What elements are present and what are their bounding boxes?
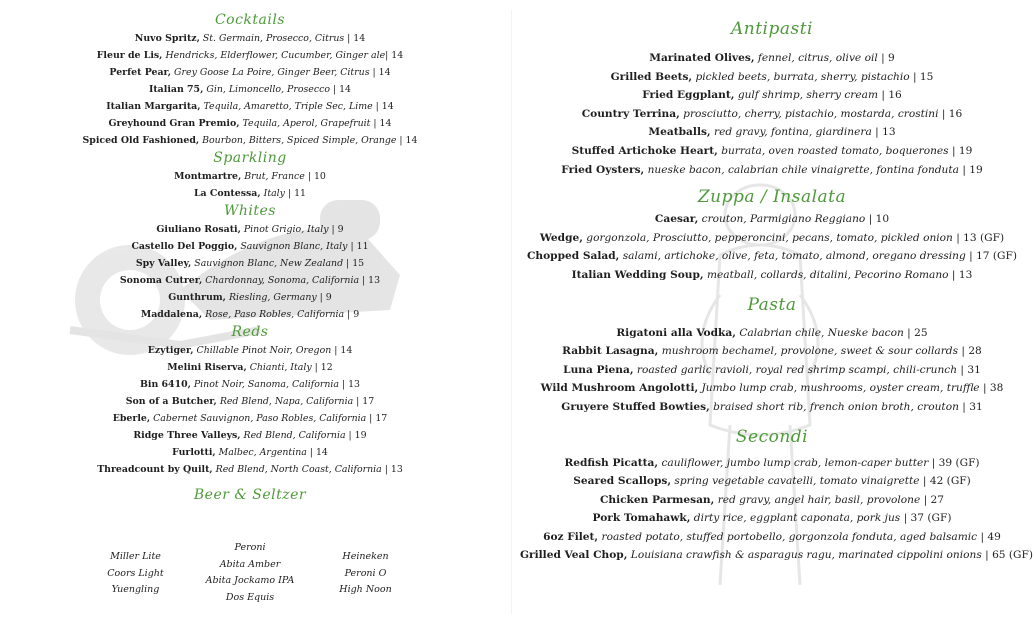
item-name: Bin 6410, xyxy=(139,379,191,390)
item-price: | 14 xyxy=(385,50,404,61)
menu-item xyxy=(520,324,1024,343)
item-name: Luna Piena, xyxy=(563,363,634,376)
page-divider xyxy=(511,10,512,614)
item-name: Spiced Old Fashioned, xyxy=(82,135,200,146)
menu-item xyxy=(0,238,500,255)
item-name: Grilled Veal Chop, xyxy=(520,549,628,562)
menu-item xyxy=(0,132,500,149)
item-description: prosciutto, cherry, pistachio, mostarda, crostini xyxy=(683,107,939,120)
reds-heading: Reds xyxy=(231,324,269,340)
item-price: | 39 (GF) xyxy=(928,456,980,469)
item-name: Wild Mushroom Angolotti, xyxy=(540,382,699,395)
item-description: dirty rice, eggplant caponata, pork jus xyxy=(693,512,901,525)
item-name: Meatballs, xyxy=(648,126,711,139)
item-price: | 17 xyxy=(366,413,388,424)
item-price: | 14 xyxy=(370,118,392,129)
antipasti-list xyxy=(520,49,1024,179)
item-name: Pork Tomahawk, xyxy=(592,512,691,525)
item-description: Gin, Limoncello, Prosecco xyxy=(206,84,330,95)
zuppa-list xyxy=(520,210,1024,284)
beer-item: Dos Equis xyxy=(225,591,275,603)
item-description: Malbec, Argentina xyxy=(218,447,307,458)
item-name: Perfet Pear, xyxy=(109,67,172,78)
item-name: Caesar, xyxy=(654,213,699,226)
item-price: | 9 xyxy=(328,224,344,235)
item-price: | 13 xyxy=(359,275,381,286)
item-price: | 19 xyxy=(345,430,367,441)
item-name: Eberle, xyxy=(112,413,151,424)
item-name: Son of a Butcher, xyxy=(125,396,217,407)
item-description: Bourbon, Bitters, Spiced Simple, Orange xyxy=(202,135,397,146)
item-name: Giuliano Rosati, xyxy=(156,224,241,235)
beer-list-col1 xyxy=(98,549,173,599)
menu-item xyxy=(0,461,500,478)
cocktails-list xyxy=(0,30,500,149)
item-price: | 10 xyxy=(304,171,326,182)
item-price: | 16 xyxy=(878,89,902,102)
item-name: Maddalena, xyxy=(140,309,203,320)
beer-item: Miller Lite xyxy=(110,551,161,562)
food-column xyxy=(520,0,1033,565)
item-description: roasted garlic ravioli, royal red shrimp scampi, chili-crunch xyxy=(636,363,958,376)
item-name: Melini Riserva, xyxy=(167,362,247,373)
item-description: Hendricks, Elderflower, Cucumber, Ginger ale xyxy=(165,50,386,61)
item-name: Threadcount by Quilt, xyxy=(97,464,213,475)
menu-item xyxy=(520,161,1024,180)
item-price: | 13 xyxy=(338,379,361,390)
menu-item xyxy=(0,272,500,289)
item-name: Redfish Picatta, xyxy=(564,456,659,469)
item-price: | 13 xyxy=(381,464,403,475)
item-name: Sonoma Cutrer, xyxy=(119,275,203,286)
item-name: Gruyere Stuffed Bowties, xyxy=(561,400,710,413)
item-description: nueske bacon, calabrian chile vinaigrette, fontina fonduta xyxy=(647,163,959,176)
item-price: | 14 xyxy=(369,67,391,78)
menu-item xyxy=(0,289,500,306)
item-price: | 19 xyxy=(948,144,973,157)
menu-item xyxy=(520,528,1024,547)
menu-item xyxy=(0,221,500,238)
menu-item xyxy=(520,398,1024,417)
item-name: Italian Margarita, xyxy=(106,101,201,112)
menu-item xyxy=(520,454,1024,473)
sparkling-heading: Sparkling xyxy=(213,150,287,166)
item-description: Rose, Paso Robles, California xyxy=(205,309,345,320)
item-price: | 49 xyxy=(977,530,1001,543)
item-description: spring vegetable cavatelli, tomato vinaigrette xyxy=(674,475,920,488)
item-description: fennel, citrus, olive oil xyxy=(757,52,878,64)
pasta-list xyxy=(520,324,1024,417)
item-description: Calabrian chile, Nueske bacon xyxy=(739,326,904,339)
item-description: salami, artichoke, olive, feta, tomato, almond, oregano dressing xyxy=(622,250,966,263)
item-price: | 27 xyxy=(920,493,945,506)
item-name: Country Terrina, xyxy=(581,107,680,120)
item-description: Red Blend, North Coast, California xyxy=(215,464,382,475)
item-price: | 38 xyxy=(979,382,1004,395)
menu-item xyxy=(520,210,1024,229)
item-price: | 13 (GF) xyxy=(952,231,1005,244)
item-description: cauliflower, jumbo lump crab, lemon-caper butter xyxy=(661,456,929,469)
menu-item xyxy=(520,546,1033,565)
whites-heading: Whites xyxy=(224,203,276,219)
item-price: | 9 xyxy=(316,292,332,303)
pasta-heading: Pasta xyxy=(747,294,797,315)
item-description: Italy xyxy=(263,188,285,199)
item-name: Nuvo Spritz, xyxy=(134,33,200,44)
menu-item xyxy=(520,509,1024,528)
item-price: | 65 (GF) xyxy=(981,549,1033,562)
item-description: Tequila, Amaretto, Triple Sec, Lime xyxy=(203,101,373,112)
item-name: Fried Oysters, xyxy=(561,163,645,176)
menu-item xyxy=(520,247,1024,266)
item-description: red gravy, angel hair, basil, provolone xyxy=(717,493,921,506)
menu-item xyxy=(520,49,1024,68)
menu-item xyxy=(520,266,1024,285)
menu-item xyxy=(520,68,1024,87)
item-name: Stuffed Artichoke Heart, xyxy=(571,144,718,157)
menu-item xyxy=(0,376,500,393)
menu-item xyxy=(520,342,1024,361)
beer-item: Heineken xyxy=(342,551,389,562)
menu-item xyxy=(0,359,500,376)
beer-item: Peroni O xyxy=(344,567,387,579)
reds-list xyxy=(0,342,500,478)
secondi-heading: Secondi xyxy=(735,426,809,447)
item-price: | 15 xyxy=(909,70,934,83)
drinks-column xyxy=(0,0,500,505)
beer-list-col2 xyxy=(195,540,305,606)
menu-item xyxy=(0,342,500,359)
item-description: Sauvignon Blanc, New Zealand xyxy=(194,258,344,269)
item-price: | 19 xyxy=(958,163,983,176)
item-name: 6oz Filet, xyxy=(543,530,599,543)
beer-item: Yuengling xyxy=(111,584,160,595)
item-price: | 14 xyxy=(372,101,394,112)
item-name: Furlotti, xyxy=(172,447,216,458)
item-price: | 12 xyxy=(311,362,333,373)
item-name: La Contessa, xyxy=(193,188,261,199)
zuppa-heading: Zuppa / Insalata xyxy=(697,187,847,208)
item-price: | 28 xyxy=(958,345,982,358)
item-description: pickled beets, burrata, sherry, pistachio xyxy=(695,70,910,83)
item-description: burrata, oven roasted tomato, boquerones xyxy=(721,144,949,157)
item-price: | 10 xyxy=(865,213,890,226)
menu-item xyxy=(0,427,500,444)
item-description: red gravy, fontina, giardinera xyxy=(714,126,872,139)
item-description: braised short rib, french onion broth, crouton xyxy=(713,400,959,413)
item-name: Seared Scallops, xyxy=(573,475,672,488)
secondi-list xyxy=(520,454,1033,566)
item-name: Rabbit Lasagna, xyxy=(562,345,659,358)
beer-item: Abita Amber xyxy=(219,558,281,570)
item-price: | 14 xyxy=(306,447,328,458)
item-name: Montmartre, xyxy=(174,171,242,182)
item-description: gorgonzola, Prosciutto, pepperoncini, pecans, tomato, pickled onion xyxy=(586,231,953,244)
menu-item xyxy=(520,379,1024,398)
item-description: crouton, Parmigiano Reggiano xyxy=(701,213,866,226)
item-description: Grey Goose La Poire, Ginger Beer, Citrus xyxy=(174,67,370,78)
menu-item xyxy=(0,410,500,427)
menu-item xyxy=(520,142,1024,161)
item-name: Wedge, xyxy=(539,231,583,244)
beer-item: Peroni xyxy=(234,542,266,553)
menu-item xyxy=(0,47,500,64)
beer-heading: Beer & Seltzer xyxy=(193,487,307,503)
menu-item xyxy=(520,86,1024,105)
item-name: Italian Wedding Soup, xyxy=(571,268,704,281)
item-description: Riesling, Germany xyxy=(228,292,317,303)
item-price: | 37 (GF) xyxy=(900,512,952,525)
menu-item xyxy=(0,393,500,410)
item-name: Marinated Olives, xyxy=(649,52,755,64)
menu-item xyxy=(520,123,1024,142)
item-name: Chicken Parmesan, xyxy=(599,493,715,506)
menu-item xyxy=(0,306,500,323)
item-price: | 17 (GF) xyxy=(965,250,1017,263)
menu-item xyxy=(520,491,1024,510)
menu-item xyxy=(0,255,500,272)
item-name: Spy Valley, xyxy=(135,258,192,269)
item-name: Ridge Three Valleys, xyxy=(133,430,241,441)
item-name: Grilled Beets, xyxy=(610,70,693,83)
item-description: Chianti, Italy xyxy=(249,362,312,373)
item-name: Italian 75, xyxy=(148,84,204,95)
item-description: Jumbo lump crab, mushrooms, oyster cream, truffle xyxy=(701,382,980,395)
item-description: meatball, collards, ditalini, Pecorino Romano xyxy=(706,268,949,281)
item-description: Cabernet Sauvignon, Paso Robles, California xyxy=(153,413,367,424)
item-description: Pinot Grigio, Italy xyxy=(243,224,329,235)
item-description: mushroom bechamel, provolone, sweet & sour collards xyxy=(661,345,959,358)
menu-item xyxy=(520,361,1024,380)
menu-item xyxy=(0,64,500,81)
item-price: | 17 xyxy=(353,396,375,407)
item-description: Tequila, Aperol, Grapefruit xyxy=(242,118,371,129)
item-description: Pinot Noir, Sanoma, California xyxy=(193,379,339,390)
beer-item: Coors Light xyxy=(107,567,164,579)
item-price: | 14 xyxy=(329,84,352,95)
item-description: Sauvignon Blanc, Italy xyxy=(240,241,348,252)
item-name: Fleur de Lis, xyxy=(96,50,163,61)
item-description: Red Blend, Napa, California xyxy=(219,396,354,407)
item-description: Louisiana crawfish & asparagus ragu, marinated cippolini onions xyxy=(630,549,982,562)
item-description: Chillable Pinot Noir, Oregon xyxy=(196,345,332,356)
item-price: | 11 xyxy=(284,188,307,199)
item-price: | 9 xyxy=(877,52,895,64)
item-price: | 13 xyxy=(948,268,973,281)
item-name: Greyhound Gran Premio, xyxy=(108,118,240,129)
item-price: | 31 xyxy=(957,363,981,376)
item-name: Rigatoni alla Vodka, xyxy=(616,326,736,339)
sparkling-list xyxy=(0,168,500,202)
item-price: | 16 xyxy=(938,107,963,120)
menu-item xyxy=(0,444,500,461)
antipasti-heading: Antipasti xyxy=(730,19,813,39)
menu-item xyxy=(520,105,1024,124)
whites-list xyxy=(0,221,500,323)
beer-item: High Noon xyxy=(339,584,392,595)
item-description: Red Blend, California xyxy=(243,430,346,441)
beer-item: Abita Jockamo IPA xyxy=(205,575,295,586)
menu-item xyxy=(520,472,1024,491)
item-price: | 14 xyxy=(331,345,353,356)
item-price: | 42 (GF) xyxy=(919,475,971,488)
item-price: | 25 xyxy=(903,326,928,339)
item-price: | 11 xyxy=(347,241,369,252)
item-description: Brut, France xyxy=(244,171,305,182)
item-price: | 15 xyxy=(343,258,365,269)
cocktails-heading: Cocktails xyxy=(214,12,286,28)
menu-item xyxy=(0,30,500,47)
item-name: Ezytiger, xyxy=(147,345,194,356)
item-price: | 31 xyxy=(958,400,983,413)
menu-item xyxy=(0,115,500,132)
item-description: St. Germain, Prosecco, Citrus xyxy=(202,33,345,44)
item-name: Fried Eggplant, xyxy=(642,89,735,102)
item-price: | 13 xyxy=(871,126,896,139)
item-name: Chopped Salad, xyxy=(526,250,620,263)
item-price: | 14 xyxy=(396,135,418,146)
menu-item xyxy=(520,229,1024,248)
item-description: Chardonnay, Sonoma, California xyxy=(205,275,360,286)
menu-item xyxy=(0,81,500,98)
item-name: Castello Del Poggio, xyxy=(131,241,238,252)
item-description: gulf shrimp, sherry cream xyxy=(737,89,879,102)
item-price: | 14 xyxy=(344,33,366,44)
beer-list-col3 xyxy=(328,549,403,599)
item-description: roasted potato, stuffed portobello, gorgonzola fonduta, aged balsamic xyxy=(601,530,978,543)
item-price: | 9 xyxy=(344,309,360,320)
menu-item xyxy=(0,168,500,185)
item-name: Gunthrum, xyxy=(168,292,226,303)
menu-item xyxy=(0,185,500,202)
menu-item xyxy=(0,98,500,115)
